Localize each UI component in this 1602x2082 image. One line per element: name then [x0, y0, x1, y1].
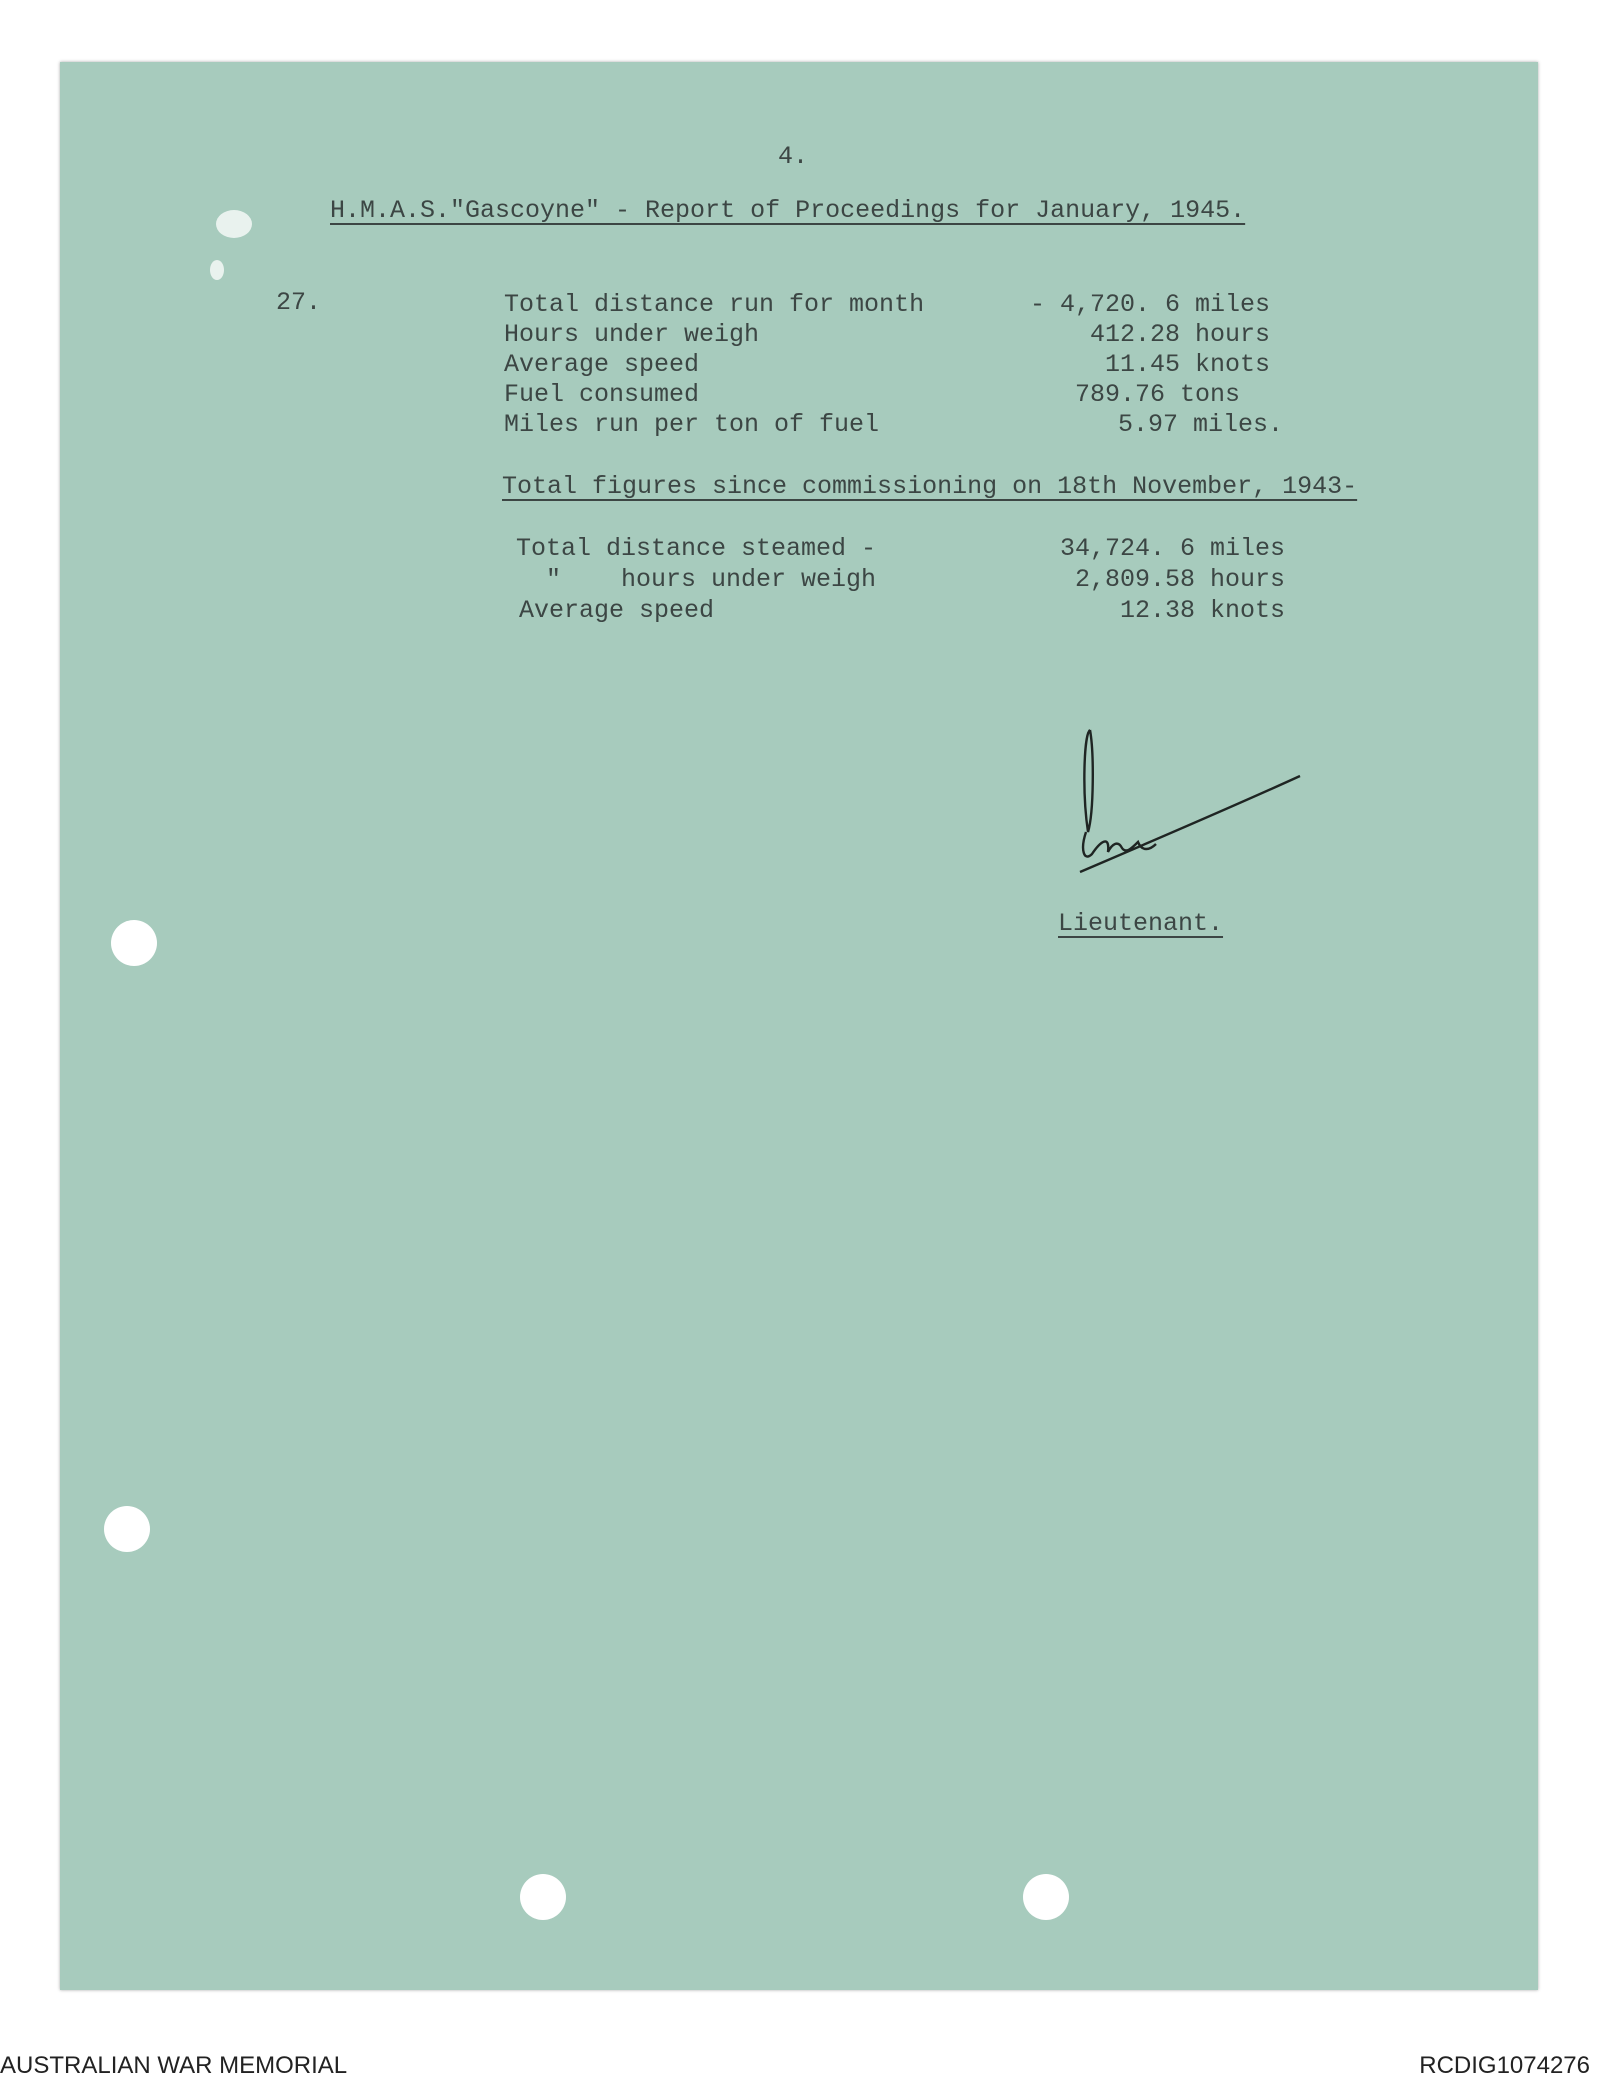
- monthly-label: Miles run per ton of fuel: [504, 410, 880, 439]
- report-header: H.M.A.S."Gascoyne" - Report of Proceedings for January, 1945.: [330, 196, 1246, 225]
- monthly-label: Hours under weigh: [504, 320, 760, 349]
- monthly-label: Total distance run for month: [504, 290, 925, 319]
- document-sheet: [60, 62, 1538, 1990]
- monthly-value: 11.45 knots: [1104, 350, 1270, 379]
- footer-right: RCDIG1074276: [1419, 2052, 1590, 2079]
- footer-left: AUSTRALIAN WAR MEMORIAL: [0, 2052, 348, 2079]
- paragraph-number: 27.: [276, 288, 322, 317]
- handwritten-signature: [1060, 722, 1340, 882]
- total-label: Average speed: [519, 596, 715, 625]
- total-label: " hours under weigh: [546, 565, 877, 594]
- total-value: 2,809.58 hours: [1074, 565, 1285, 594]
- punch-hole: [111, 920, 157, 966]
- punch-hole: [1023, 1874, 1069, 1920]
- punch-hole: [104, 1506, 150, 1552]
- monthly-value: 412.28 hours: [1089, 320, 1270, 349]
- total-value: 12.38 knots: [1119, 596, 1285, 625]
- paper-scuff: [216, 210, 252, 238]
- totals-heading: Total figures since commissioning on 18th November, 1943-: [502, 472, 1358, 501]
- total-label: Total distance steamed -: [516, 534, 877, 563]
- signature-title: Lieutenant.: [1058, 909, 1224, 938]
- monthly-value: - 4,720. 6 miles: [1029, 290, 1270, 319]
- monthly-value: 789.76 tons: [1074, 380, 1240, 409]
- monthly-value: 5.97 miles.: [1117, 410, 1283, 439]
- monthly-label: Fuel consumed: [504, 380, 700, 409]
- punch-hole: [520, 1874, 566, 1920]
- monthly-label: Average speed: [504, 350, 700, 379]
- total-value: 34,724. 6 miles: [1059, 534, 1285, 563]
- paper-scuff: [210, 260, 224, 280]
- page-number: 4.: [778, 142, 809, 171]
